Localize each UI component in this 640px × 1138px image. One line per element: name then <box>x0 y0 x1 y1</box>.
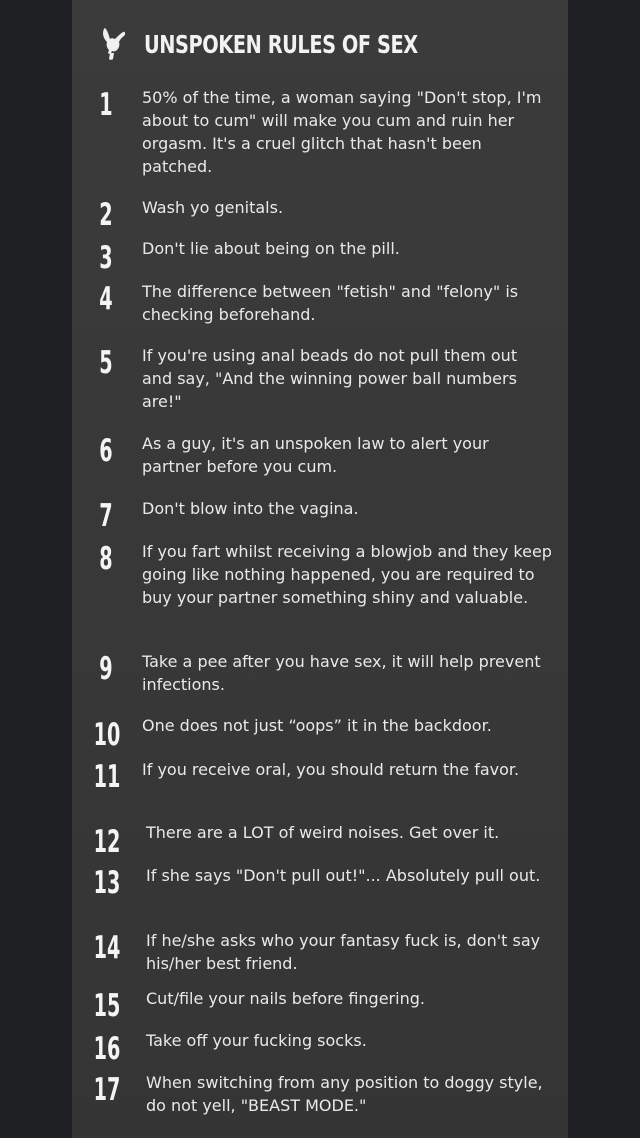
rule-text: One does not just “oops” it in the backdoor. <box>142 716 492 735</box>
rule-text: If she says "Don't pull out!"... Absolutely pull out. <box>146 866 541 885</box>
rule-text: Don't lie about being on the pill. <box>142 239 400 258</box>
rule-text: Wash yo genitals. <box>142 198 284 217</box>
header <box>98 24 462 64</box>
rule-text: Take off your fucking socks. <box>146 1031 367 1050</box>
rule-text: Cut/file your nails before fingering. <box>146 989 425 1008</box>
rule-number: 4 <box>99 281 113 317</box>
rule-number: 2 <box>99 197 113 233</box>
bunny-head-icon <box>98 27 128 61</box>
rules-panel <box>72 0 568 1138</box>
rule-number: 15 <box>93 988 121 1024</box>
left-margin <box>0 0 72 1138</box>
rule-number: 9 <box>99 651 113 687</box>
rule-number: 17 <box>93 1072 121 1108</box>
rule-number: 3 <box>99 240 113 276</box>
rule-number: 11 <box>93 759 121 795</box>
rule-number: 16 <box>93 1031 121 1067</box>
rule-number: 10 <box>93 717 121 753</box>
rule-text: If you fart whilst receiving a blowjob and they keep going like nothing happened, you are required to buy your partner something shiny and valuable. <box>142 542 552 607</box>
rule-text: When switching from any position to doggy style, do not yell, "BEAST MODE." <box>146 1073 543 1115</box>
rule-text: The difference between "fetish" and "felony" is checking beforehand. <box>142 282 519 324</box>
rule-text: 50% of the time, a woman saying "Don't stop, I'm about to cum" will make you cum and ruin her orgasm. It's a cruel glitch that hasn't been patched. <box>142 88 542 176</box>
rule-number: 6 <box>99 433 113 469</box>
rule-text: Take a pee after you have sex, it will help prevent infections. <box>142 652 541 694</box>
rule-number: 12 <box>93 824 121 860</box>
rule-number: 1 <box>99 87 113 123</box>
rule-number: 13 <box>93 865 121 901</box>
rule-text: Don't blow into the vagina. <box>142 499 359 518</box>
rule-text: If he/she asks who your fantasy fuck is, don't say his/her best friend. <box>146 931 541 973</box>
right-margin <box>568 0 640 1138</box>
rule-text: As a guy, it's an unspoken law to alert your partner before you cum. <box>142 434 489 476</box>
page-title: UNSPOKEN RULES OF SEX <box>144 29 418 59</box>
rule-number: 14 <box>93 930 121 966</box>
rule-text: There are a LOT of weird noises. Get over it. <box>146 823 500 842</box>
rule-number: 7 <box>99 498 113 534</box>
rule-number: 5 <box>99 345 113 381</box>
rule-text: If you're using anal beads do not pull them out and say, "And the winning power ball numbers are!" <box>142 346 518 411</box>
rule-text: If you receive oral, you should return the favor. <box>142 760 520 779</box>
rule-number: 8 <box>99 541 113 577</box>
